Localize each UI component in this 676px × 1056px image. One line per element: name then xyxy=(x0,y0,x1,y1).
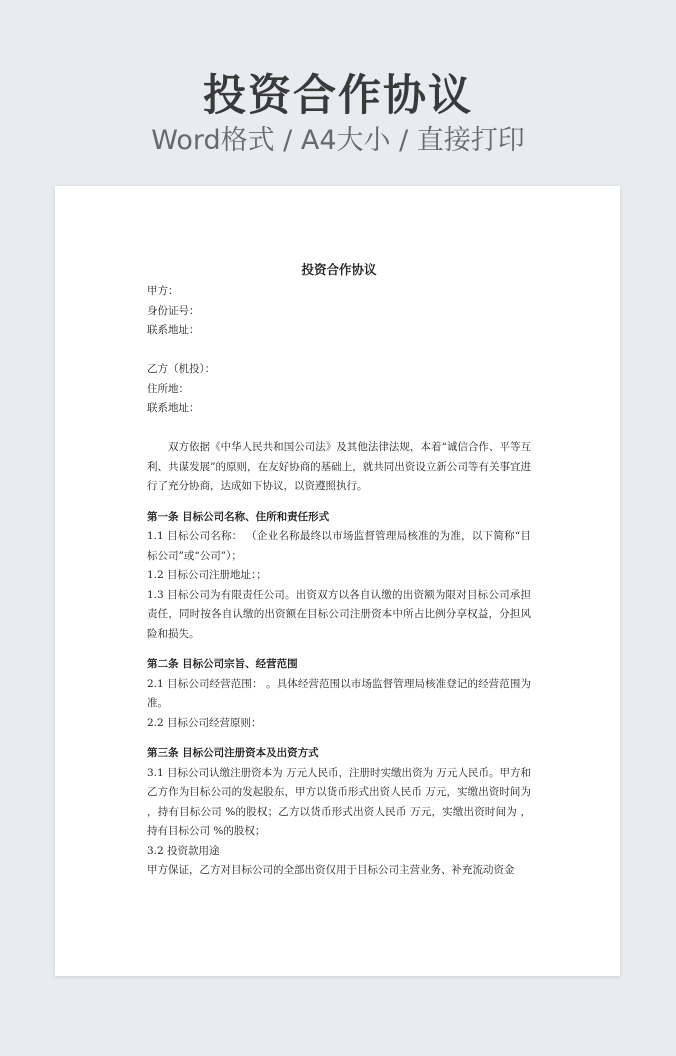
clause-3-2: 3.2 投资款用途 xyxy=(147,844,220,857)
party-a-id-field: 身份证号： xyxy=(147,304,200,317)
banner-title: 投资合作协议 xyxy=(203,71,473,121)
clause-1-2: 1.2 目标公司注册地址：； xyxy=(147,569,267,581)
clause-2-1: 2.1 目标公司经营范围： 。具体经营范围以市场监督管理局核准登记的经营范围为准。 xyxy=(147,677,531,709)
intro-paragraph: 双方依据《中华人民共和国公司法》及其他法律法规，本着“诚信合作、平等互利、共谋发展”的原则，在友好协商的基础上，就共同出资设立新公司等有关事宜进行了充分协商，达成如下协议，以资遵照执行。 xyxy=(147,441,531,492)
party-a-address-field: 联系地址： xyxy=(147,324,200,336)
banner-subtitle: Word格式 / A4大小 / 直接打印 xyxy=(151,125,525,156)
party-b-name-field: 乙方（机投）： xyxy=(147,363,216,375)
document-page xyxy=(55,186,620,976)
party-a-name-field: 甲方： xyxy=(147,285,179,297)
clause-1-1: 1.1 目标公司名称： （企业名称最终以市场监督管理局核准的为准，以下简称“目标公司”或“公司”）； xyxy=(147,530,531,562)
party-b-residence-field: 住所地： xyxy=(147,382,189,395)
party-b-address-field: 联系地址： xyxy=(147,402,200,414)
article-2-heading: 第二条 目标公司宗旨、经营范围 xyxy=(147,658,298,670)
article-1-heading: 第一条 目标公司名称、住所和责任形式 xyxy=(147,510,330,523)
article-3-heading: 第三条 目标公司注册资本及出资方式 xyxy=(147,747,319,759)
document-body xyxy=(147,260,531,881)
clause-3-2-text: 甲方保证，乙方对目标公司的全部出资仅用于目标公司主营业务、补充流动资金 xyxy=(147,864,515,876)
document-title: 投资合作协议 xyxy=(301,262,377,277)
clause-1-3: 1.3 目标公司为有限责任公司。出资双方以各自认缴的出资额为限对目标公司承担责任，同时按各自认缴的出资额在目标公司注册资本中所占比例分享权益，分担风险和损失。 xyxy=(147,588,531,640)
clause-3-1: 3.1 目标公司认缴注册资本为 万元人民币，注册时实缴出资为 万元人民币。甲方和乙方作为目标公司的发起股东，甲方以货币形式出资人民币 万元，实缴出资时间为 ，持有目标公司 %的股权；乙方以货币形式出资人民币 万元，实缴出资时间为 ，持有目标公司 %的股权； xyxy=(147,766,531,837)
clause-2-2: 2.2 目标公司经营原则： xyxy=(147,716,262,729)
